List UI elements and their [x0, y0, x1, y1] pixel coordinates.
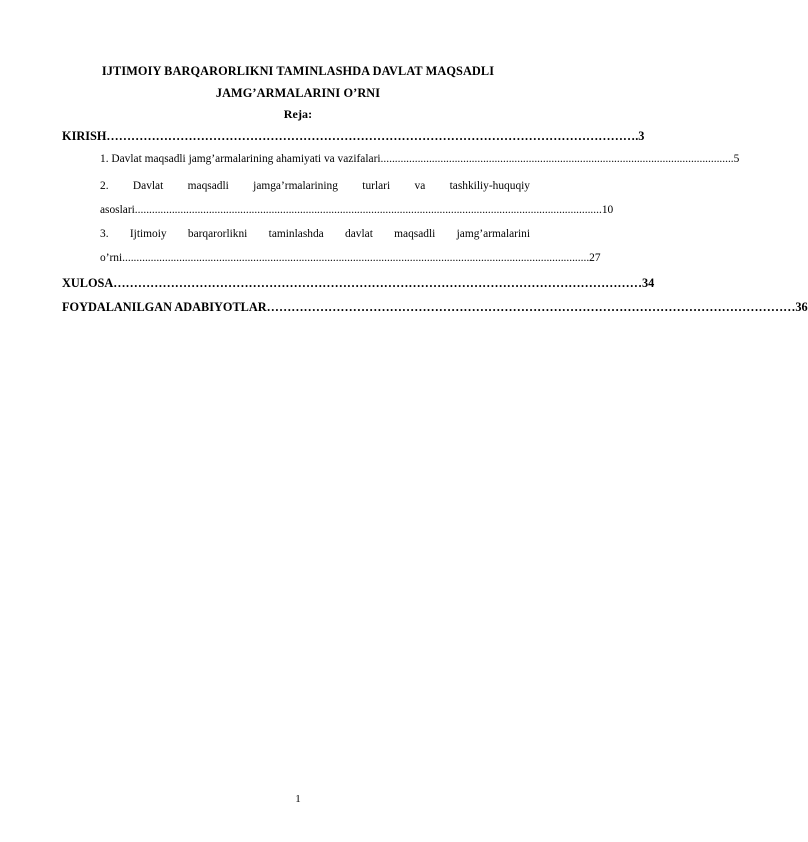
- page-number: 1: [295, 793, 301, 805]
- toc-page-number: 10: [601, 204, 614, 216]
- toc-label: KIRISH: [62, 129, 107, 143]
- toc-entry-2-line-1: 2. Davlat maqsadli jamga’rmalarining turlari va tashkiliy-huquqiy: [100, 180, 530, 192]
- document-title-line-2: JAMG’ARMALARINI O’RNI: [215, 86, 381, 100]
- toc-leader-dots: …………………………………………………………………………………………………………………: [113, 276, 643, 290]
- toc-leader-dots: ....................................................................................................................................................................: [122, 252, 590, 264]
- document-title-line-1: IJTIMOIY BARQARORLIKNI TAMINLASHDA DAVLAT MAQSADLI: [101, 64, 495, 78]
- toc-page-number: 5: [733, 153, 740, 165]
- toc-leader-dots: ....................................................................................................................................................................: [134, 204, 602, 216]
- toc-label: o’rni: [100, 252, 123, 264]
- toc-page-number: 27: [589, 252, 601, 264]
- toc-label: 1. Davlat maqsadli jamg’armalarining ahamiyati va vazifalari: [100, 153, 381, 165]
- toc-label: XULOSA: [62, 276, 114, 290]
- toc-entry-references: [62, 300, 808, 315]
- toc-page-number: 34: [642, 276, 655, 290]
- toc-leader-dots: …………………………………………………………………………………………………………………: [106, 129, 636, 143]
- toc-entry-1: [100, 153, 740, 165]
- toc-entry-intro: [62, 129, 645, 144]
- toc-page-number: 36: [795, 300, 808, 314]
- toc-entry-conclusion: [62, 276, 655, 291]
- toc-label: asoslari: [100, 204, 135, 216]
- plan-heading: Reja:: [283, 107, 313, 121]
- toc-leader-dots: …………………………………………………………………………………………………………………: [266, 300, 796, 314]
- toc-entry-3-line-2: [100, 252, 601, 264]
- toc-entry-2-line-2: [100, 204, 614, 216]
- toc-label: FOYDALANILGAN ADABIYOTLAR: [62, 300, 267, 314]
- toc-leader-dots: ............................................................................................................................: [380, 153, 734, 165]
- toc-entry-3-line-1: 3. Ijtimoiy barqarorlikni taminlashda davlat maqsadli jamg’armalarini: [100, 228, 530, 240]
- toc-page-number: .3: [635, 129, 645, 143]
